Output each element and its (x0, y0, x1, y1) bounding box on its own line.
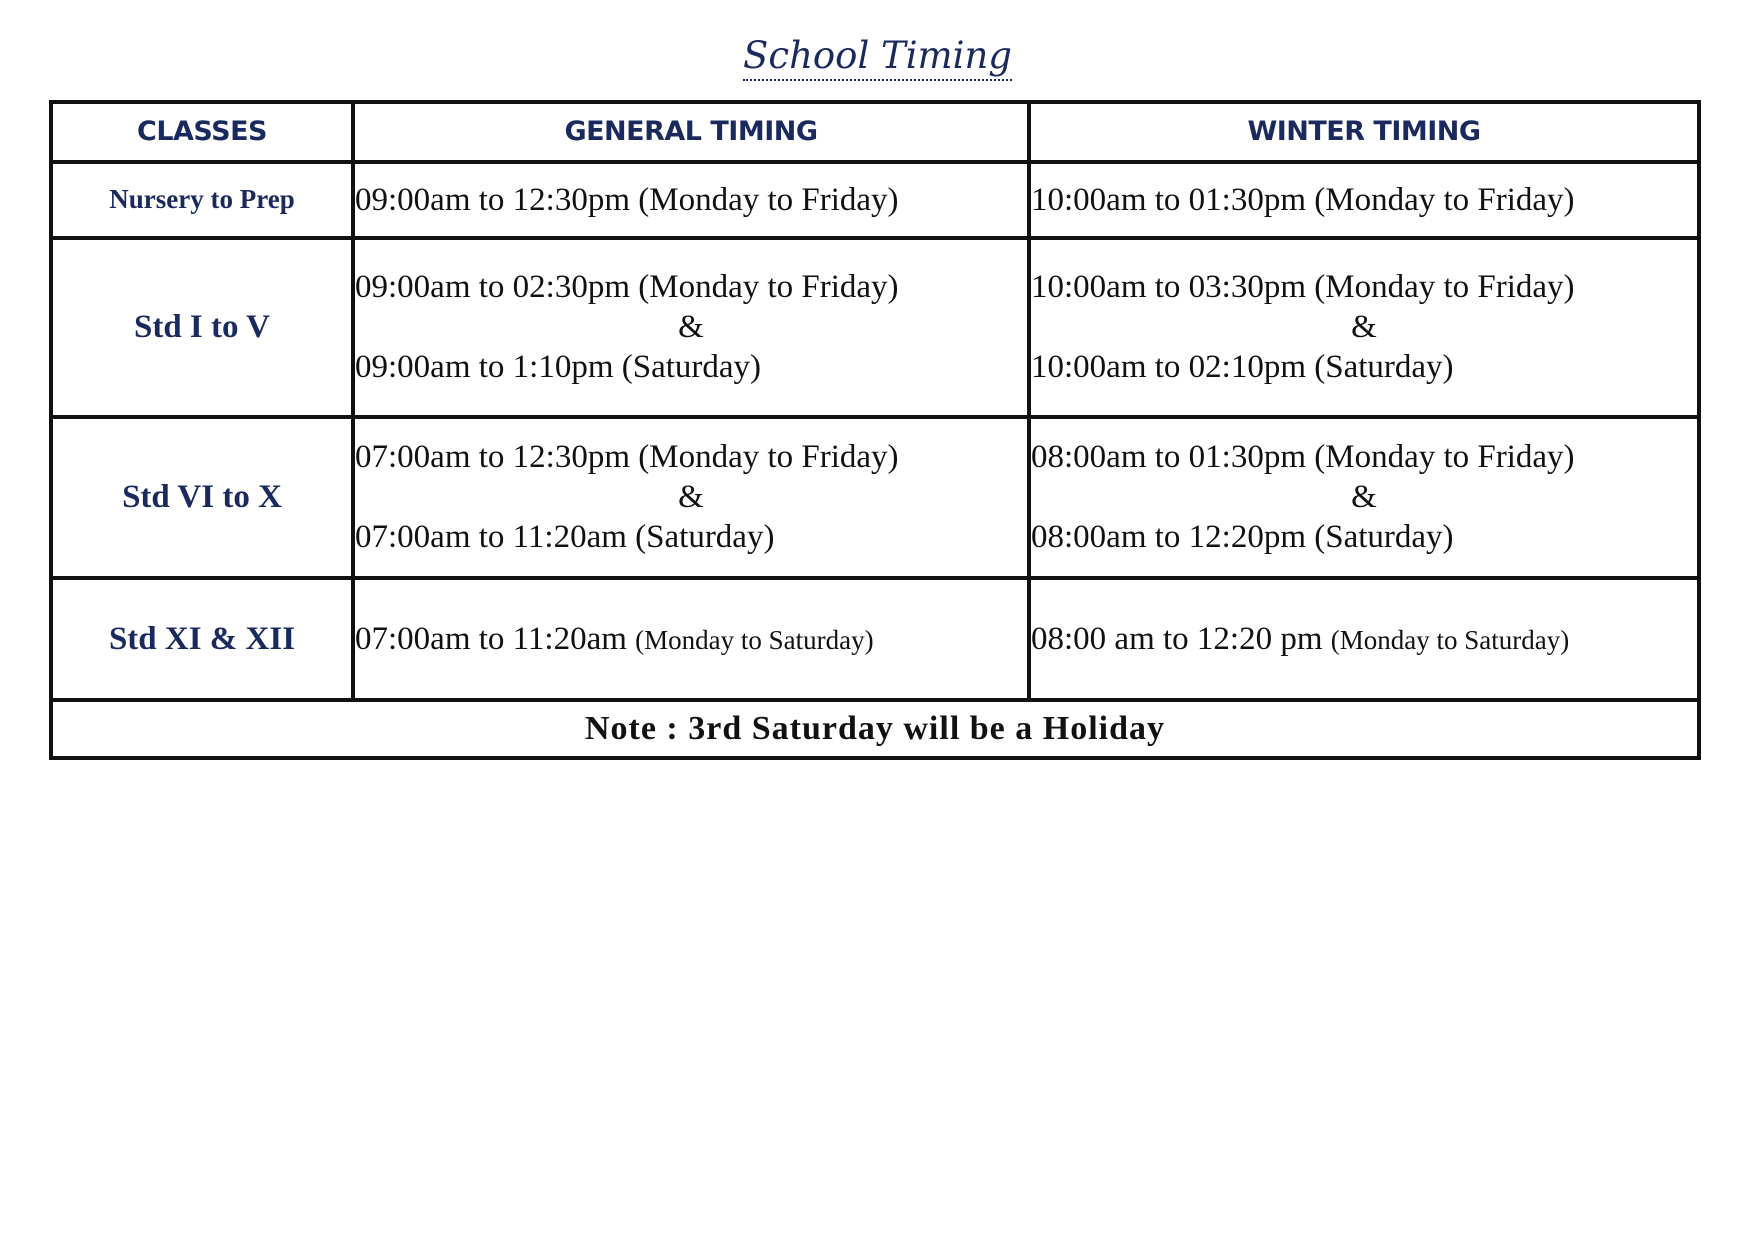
general-time: 07:00am to 11:20am (355, 620, 627, 657)
winter-time-line: 10:00am to 01:30pm (Monday to Friday) (1031, 181, 1575, 218)
ampersand: & (1351, 309, 1377, 346)
table-row (51, 238, 1699, 417)
class-cell: Nursery to Prep (51, 162, 353, 238)
general-time-cell (353, 238, 1029, 417)
table-row (51, 417, 1699, 578)
general-time-line: 09:00am to 12:30pm (Monday to Friday) (355, 181, 899, 218)
winter-days: (Monday to Saturday) (1330, 624, 1570, 655)
class-cell: Std VI to X (51, 417, 353, 578)
general-time-line: 09:00am to 02:30pm (Monday to Friday) (355, 269, 899, 306)
winter-time-cell (1029, 417, 1699, 578)
general-time-cell (353, 578, 1029, 700)
class-cell: Std I to V (51, 238, 353, 417)
general-time-line: 07:00am to 12:30pm (Monday to Friday) (355, 439, 899, 476)
timing-table (49, 100, 1701, 760)
winter-time-line: 08:00am to 01:30pm (Monday to Friday) (1031, 439, 1575, 476)
note-row (51, 700, 1699, 758)
ampersand: & (1351, 479, 1377, 516)
header-row (51, 102, 1699, 162)
table-row (51, 578, 1699, 700)
table-row (51, 162, 1699, 238)
winter-time-line: 08:00am to 12:20pm (Saturday) (1031, 519, 1454, 556)
winter-time-cell (1029, 162, 1699, 238)
winter-time-cell (1029, 578, 1699, 700)
ampersand: & (678, 479, 704, 516)
note-text: Note : 3rd Saturday will be a Holiday (51, 700, 1699, 758)
winter-time: 08:00 am to 12:20 pm (1031, 620, 1323, 657)
general-days: (Monday to Saturday) (635, 624, 874, 655)
header-winter-timing: WINTER TIMING (1029, 102, 1699, 162)
winter-time-line: 10:00am to 03:30pm (Monday to Friday) (1031, 269, 1575, 306)
general-time-cell (353, 417, 1029, 578)
page-title-wrap (0, 34, 1755, 77)
page-title: School Timing (743, 34, 1012, 81)
class-cell: Std XI & XII (51, 578, 353, 700)
header-classes: CLASSES (51, 102, 353, 162)
general-time-cell (353, 162, 1029, 238)
ampersand: & (678, 309, 704, 346)
header-general-timing: GENERAL TIMING (353, 102, 1029, 162)
general-time-line: 07:00am to 11:20am (Saturday) (355, 519, 775, 556)
winter-time-line: 10:00am to 02:10pm (Saturday) (1031, 349, 1454, 386)
winter-time-cell (1029, 238, 1699, 417)
general-time-line: 09:00am to 1:10pm (Saturday) (355, 349, 762, 386)
